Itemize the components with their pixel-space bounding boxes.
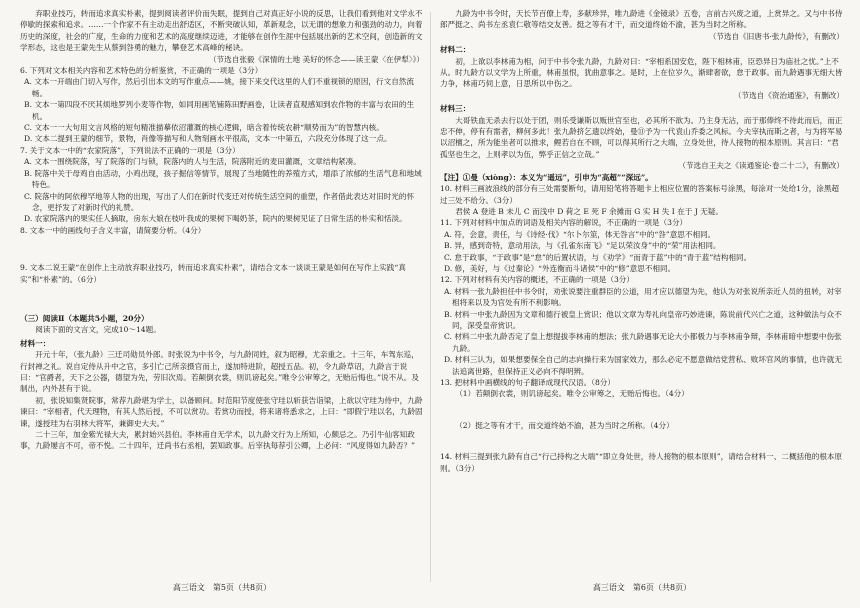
q6-option-c: C. 文本一一大句用文言风格的短句精准描摹依沼灌溉的核心逻辑，暗含着传统农耕“顺势而为”的智慧内核。 (24, 123, 384, 133)
source-note-2: （节选自《旧唐书·张九龄传》，有删改） (708, 31, 844, 41)
page-5 (20, 8, 424, 578)
question-10: 10. 材料三画波浪线的部分有三处需要断句，请用铅笔将答题卡上相应位置的答案标号涂黑，每涂对一处给1分，涂黑超过三处不给分。（3分） (440, 184, 840, 205)
q11-option-d: D. 修，美好，与《过秦论》“外连衡而斗诸侯”中的“修”意思不相同。 (444, 263, 676, 273)
material-2-label: 材料二： (440, 45, 471, 55)
q7-option-d: D. 农家院落内的果实任人摘取，房东大娘在枝叶我成的果树下喝奶茶，院内的果树见证了日常生活的朴实和恬淡。 (24, 214, 407, 224)
material-2-text: 初，上欲以李林甫为相，问于中书令张九龄，九龄对曰：“宰相系国安危，陛下相林甫，臣恐异日为庙社之忧。”上不从。时九龄方以文学为上所重，林甫虽恨，犹曲意事之。是时，上在位岁久，渐肆奢欲，怠于政事。而九龄遇事无细大皆力争，林甫巧伺上意，日思所以中伤之。 (440, 56, 843, 89)
q13-part-1: （1）若颠倒衣裳，则讥谤起矣。唯令公审筹之，无贻后悔也。（4分） (455, 389, 689, 399)
material-1-para-2: 初，张说知集贤院事，常荐九龄堪为学士，以备顾问。时范阳节度使张守珪以斩获告诣梁，上欲以守珪为侍中，九龄谏曰：“宰相者，代天理物，有其人然后授，不可以赏功。若赏功而授，将来诸将悉求之，上曰：“即假宁珪以名，九龄固谏，遂授珪为右羽林大将军，兼御史大夫。” (20, 395, 423, 428)
page-footer-right: 高三语文 第6页（共8页） (592, 583, 692, 592)
material-1-para-4: 九龄为中书令时，天长节百僚上寿，多献珍异，唯九龄进《金镜录》五卷，言前古兴废之道，上赏异之。又与中书侍郎严挺之、尚书左丞袁仁敬等结交友善。挺之等有才干，而交道终始不渝，甚为当时之所称。 (440, 9, 843, 30)
answer-space-9 (20, 285, 424, 311)
intro-paragraph: 弃职业技巧，转而追求真实朴素，提到阅读者评价而失眠，提到自己对真正好小说的反思，让我们看到他对文学永不停歇的探索和追求。……一个作家不有主动走出舒适区，不断突破认知，革新观念，以无谓的想象力和强劲的动力，向着历史的深度，社会的广度，生命的力度和艺术的高度继续迈进，才能够在创作生涯中包括展出新的艺术空间，创造新的文学形态，这也是王蒙先生从蔡到咎勇的魅力，攀登艺术高峰的秘诀。 (20, 9, 423, 53)
material-3-text: 大哥铁血无杀去行以处于团，则乐受谦斯以贩世官至也，必其所不欲为。乃主身无沾，而于那俸终不待此而后，而正忠不伸，停有有需者，柳何多此！张九龄挤乞遗以终始，曼⑪予为一代袁山乔委之风标。今夫宰执而斯之者，与为将军易以沼檀之，所为能坐者可以推求，鲤若自在不顾，可以得其所行之大端，立身处世，待人接物的根本原则。其言曰：“君孤坚也生之，上则孝以为伍，弊乎正信之立哉。” (440, 115, 843, 159)
q12-option-a: A. 材料一张九龄担任中书令时，劝张说要注重群臣的公道，用才应以德望为先，他认为对张说所亲近人员的扭转，对宰相将来以及为官处有所不利影响。 (444, 286, 842, 308)
page-6 (440, 8, 844, 578)
source-note-4: （节选自王夫之《读通鉴论·卷二十二》，有删改） (678, 161, 844, 171)
section-3-instruction: 阅读下面的文言文，完成10～14题。 (35, 325, 161, 335)
q6-option-d: D. 文本二提到王蒙的细节，景物，肖像等描写和人物刻画水平很高，文本一中第五，六段充分体现了这一点。 (24, 134, 392, 144)
answer-space-13-2 (440, 431, 844, 451)
q11-option-a: A. 符，会意，责任，与《诗经·伐》“尔卜尔筮，体无咎言”中的“咎”意思不相同。 (444, 229, 716, 239)
source-note-1: （节选自张毅《深情的土地 美好的怀念——读王蒙〈在伊犁〉》） (208, 54, 424, 64)
annotation-note: 【注】①曼（xiòng）：本义为“遥远”，引申为“高超”“深远”。 (440, 172, 653, 182)
question-7: 7. 关于文本一中的“农家院落”，下列说法不正确的一项是（3分） (20, 145, 240, 155)
page-divider (430, 12, 431, 582)
q6-option-a: A. 文本一开端由门切入写作，然后引出本文的写作重点——姚，接下来交代这里的人们不重视锁的原因，行文自然流畅。 (24, 77, 414, 98)
q7-option-a: A. 文本一围绕院落，写了院落的门与锁，院落内的人与生活，院落附近的麦田灌溉，文章结构紧凑。 (24, 157, 361, 167)
question-12: 12. 下列对材料有关内容的概述，不正确的一项是（3分） (440, 275, 634, 285)
material-1-para-1: 开元十年，（张九龄）三迁司勋员外郎。时张说为中书令，与九龄同姓，叙为昭穆，尤亲重之。十三年，车驾东巡，行封禅之礼。说自定侍从升中之官，多引亡己所亲摄官而上，遂加特进阶，超授五品。初，令九龄草诏，九龄言于说曰：“官爵者，天下之公器，德望为先，劳旧次焉。若颠倒衣裳，则讥谤起矣。”唯令公审筹之，无贻后悔也。”说不从。及制出，内外甚有于说。 (20, 350, 419, 394)
q10-sentence: 君侯 A 登进 B 未儿 C 而浅中 D 荷之 E 死 F 余摊而 G 实 H 失 I 在于 J 无疑。 (455, 206, 724, 216)
q6-option-b: B. 文本一第四段不厌其烦地罗列小麦等作物，如同用画笔铺陈田野画卷，让读者直观感知到农作物的丰富与农田的生机。 (24, 100, 415, 121)
q11-option-b: B. 异，感到奇特，意动用法，与《孔雀东南飞》“足以荣汝身”中的“荣”用法相同。 (444, 241, 721, 251)
section-3-heading: （三）阅读Ⅱ（本题共5小题，20分） (20, 313, 149, 323)
question-6: 6. 下列对文本相关内容和艺术特色的分析鉴赏，不正确的一项是（3分） (20, 66, 263, 76)
question-13: 13. 把材料中画横线的句子翻译成现代汉语。（8分） (440, 378, 615, 387)
q13-part-2: （2）挺之等有才干，而交道终始不渝，甚为当时之所称。（4分） (455, 420, 674, 430)
question-8: 8. 文本一中的画线句子含义丰富，请简要分析。（4分） (20, 225, 206, 235)
q12-option-c: C. 材料二中张九龄否定了皇上想提拔李林甫的想法；张九龄遇事无论大小都极力与李林甫争辩，李林甫暗中想要中伤张九龄。 (444, 332, 842, 353)
q11-option-c: C. 怠于政事，“于政事”是“怠”的后置状语，与《劝学》“而青于蓝”中的“青于蓝”结构相同。 (444, 252, 752, 262)
material-1-para-3: 二十三年，加金紫光禄大夫，累封始兴县伯。李林甫自无学术，以九龄文行为上所知，心颇忌之。乃引牛仙客知政事，九龄屡言不可，帝不悦。二十四年，迁尚书右丞相，罢知政事。后宰执每荐引公卿，上必问：“风度得如九龄否？” (20, 430, 416, 451)
material-1-label: 材料一： (20, 338, 51, 348)
source-note-3: （节选自《资治通鉴》，有删改） (733, 90, 844, 100)
q12-option-b: B. 材料一中张九龄因为文章和德行被皇上赏识；他以文章为寿礼向皇帝巧妙进谏，陈说前代兴亡之道，这种做法与众不同，深受皇帝赏识。 (444, 309, 842, 330)
q7-option-c: C. 院落中的阿依穆罕地等人物的出现，写出了人们在新时代变迁对传统生活空间的重塑，作者借此表达对旧时光的怀念，更抒发了对新时代的礼赞。 (24, 191, 415, 212)
q7-option-b: B. 院落中关于母鸡自由活动，小鸡出现，孩子掘信等情节，展现了当地随性的养殖方式，增添了浓郁的生活气息和地域特色。 (24, 168, 422, 190)
question-14: 14. 材料三提到张九龄有自己“行己持构之大端”“即立身处世，待人接物的根本原则”，请结合材料一、二概括他的根本原则。（3分） (440, 452, 843, 473)
q12-option-d: D. 材料三认为，如果想要保全自己的志向操行来为国家效力，那么必定不愿意做结党营私、败坏官风的事情，也许就无法追离世路，但保持正义必向不得明辨。 (444, 355, 842, 376)
page-footer-left: 高三语文 第5页（共8页） (172, 583, 272, 592)
material-3-label: 材料三： (440, 104, 471, 114)
question-9: 9. 文本二说王蒙“在创作上主动放弃职业技巧，转而追求真实朴素”，请结合文本一谈谈王蒙是如何在写作上实践“真实”和“朴素”的。（6分） (20, 263, 406, 284)
question-11: 11. 下列对材料中加点的词语及相关内容的解说，不正确的一项是（3分） (440, 218, 688, 228)
answer-space-8 (20, 236, 424, 262)
answer-space-13-1 (440, 400, 844, 420)
